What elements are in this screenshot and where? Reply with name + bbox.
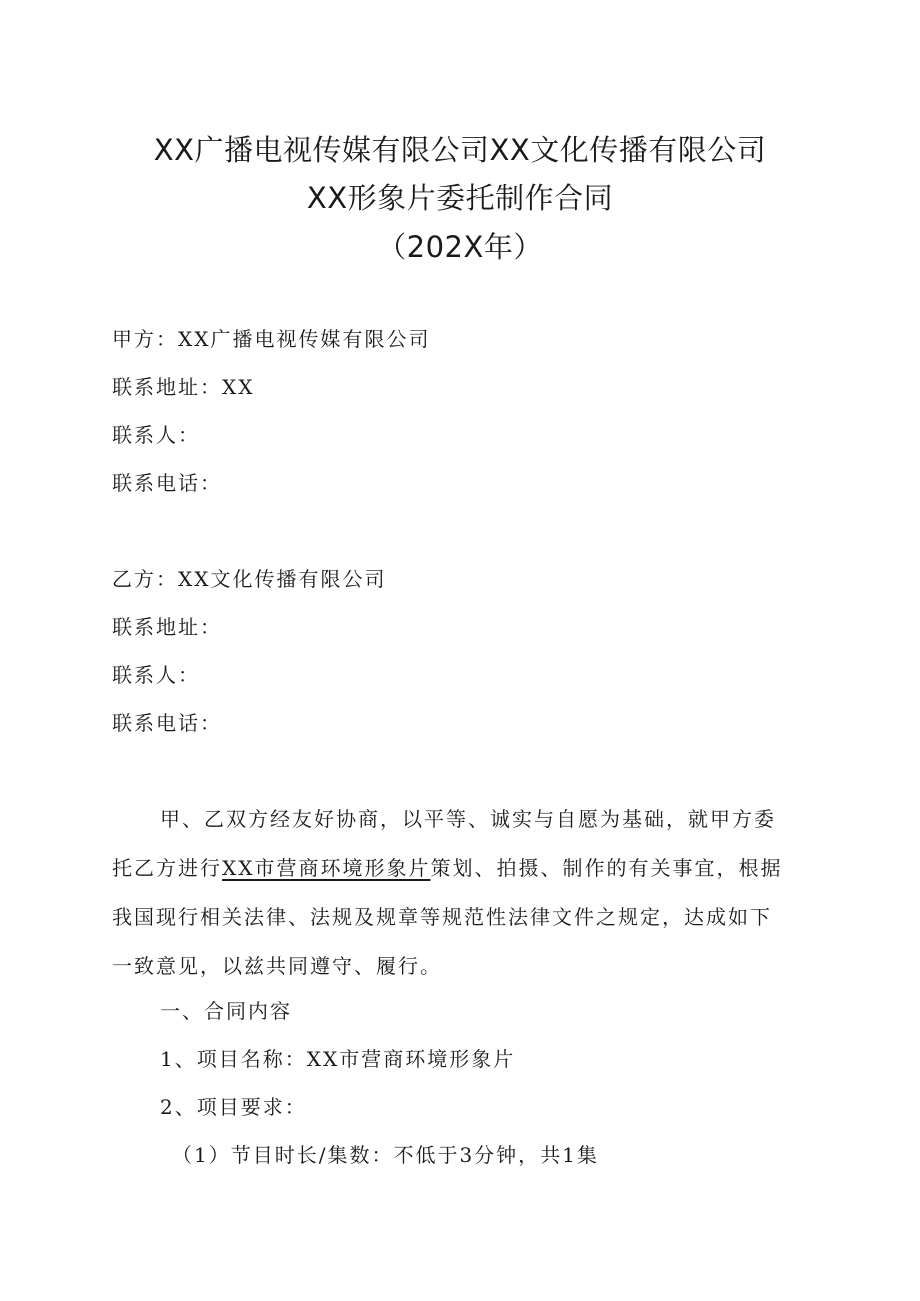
document-title-line1: XX广播电视传媒有限公司XX文化传播有限公司 bbox=[153, 133, 767, 167]
intro-row-2-suffix: 策划、拍摄、制作的有关事宜，根据 bbox=[430, 856, 783, 880]
party-a-name: 甲方：XX广播电视传媒有限公司 bbox=[112, 327, 431, 351]
party-b-address: 联系地址： bbox=[112, 615, 222, 639]
project-name-underlined: XX市营商环境形象片 bbox=[222, 856, 431, 880]
document-title-line2: XX形象片委托制作合同 bbox=[306, 181, 614, 215]
party-b-phone: 联系电话： bbox=[112, 711, 222, 735]
intro-row-4: 一致意见，以兹共同遵守、履行。 bbox=[112, 954, 442, 978]
item-project-requirements: 2、项目要求： bbox=[160, 1095, 307, 1119]
intro-row-2-prefix: 托乙方进行 bbox=[112, 856, 222, 880]
item-project-name: 1、项目名称：XX市营商环境形象片 bbox=[160, 1047, 516, 1071]
party-a-address: 联系地址：XX bbox=[112, 375, 255, 399]
section-heading: 一、合同内容 bbox=[160, 999, 292, 1023]
party-b-contact: 联系人： bbox=[112, 663, 200, 687]
intro-paragraph bbox=[112, 795, 812, 991]
intro-row-2 bbox=[112, 844, 812, 893]
party-a-contact: 联系人： bbox=[112, 423, 200, 447]
party-b-name: 乙方：XX文化传播有限公司 bbox=[112, 567, 387, 591]
intro-row-1: 甲、乙双方经友好协商，以平等、诚实与自愿为基础，就甲方委 bbox=[160, 807, 776, 831]
intro-row-3: 我国现行相关法律、法规及规章等规范性法律文件之规定，达成如下 bbox=[112, 905, 772, 929]
party-a-phone: 联系电话： bbox=[112, 471, 222, 495]
document-title-year: （202X年） bbox=[377, 230, 543, 264]
item-requirement-duration: （1）节目时长/集数：不低于3分钟，共1集 bbox=[172, 1143, 599, 1167]
